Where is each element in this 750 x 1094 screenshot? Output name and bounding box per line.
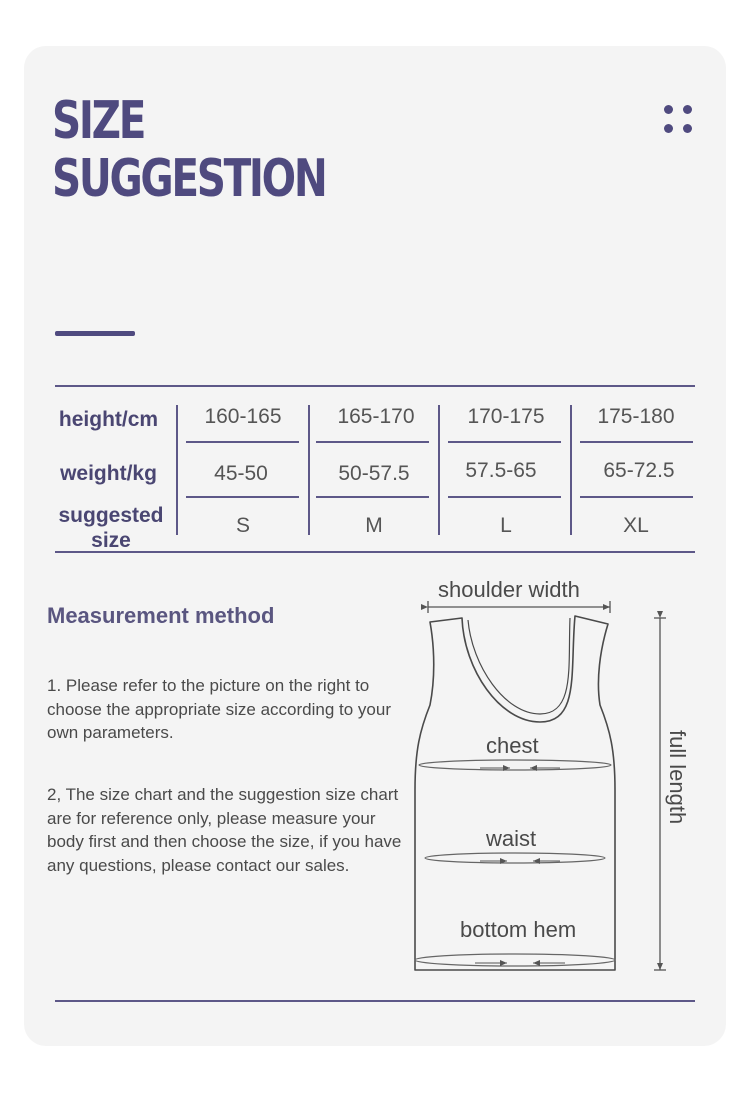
- column-divider: [308, 405, 310, 535]
- column-divider: [570, 405, 572, 535]
- height-label: height/cm: [58, 408, 159, 431]
- column-divider: [438, 405, 440, 535]
- weight-cell: 57.5-65: [465, 459, 537, 482]
- weight-cell: 50-57.5: [338, 462, 410, 485]
- waist-label: waist: [486, 826, 537, 851]
- dots-icon: [664, 105, 696, 137]
- row-divider: [186, 441, 299, 443]
- suggested-size-label-line1: suggested: [58, 504, 164, 527]
- page-title: [52, 92, 325, 208]
- size-cell: M: [365, 514, 383, 537]
- title-line-2: SUGGESTION: [52, 149, 326, 209]
- row-divider: [186, 496, 299, 498]
- size-cell: XL: [623, 514, 649, 537]
- height-cell: 160-165: [204, 405, 282, 428]
- chest-label: chest: [486, 733, 539, 758]
- row-divider: [316, 496, 429, 498]
- row-divider: [580, 441, 693, 443]
- row-divider: [448, 496, 561, 498]
- title-underline: [55, 331, 135, 336]
- height-cell: 165-170: [337, 405, 415, 428]
- shoulder-width-label: shoulder width: [438, 577, 580, 602]
- weight-cell: 65-72.5: [603, 459, 675, 482]
- height-cell: 170-175: [467, 405, 545, 428]
- suggested-size-label: [46, 503, 176, 553]
- column-divider: [176, 405, 178, 535]
- bottom-hem-label: bottom hem: [460, 917, 577, 942]
- bottom-divider: [55, 1000, 695, 1002]
- measurement-step-2: 2, The size chart and the suggestion size chart are for reference only, please measure your body first and then choose the size, if you have any questions, please contact our sales.: [47, 785, 402, 875]
- size-cell: L: [500, 514, 512, 537]
- row-divider: [448, 441, 561, 443]
- row-divider: [580, 496, 693, 498]
- row-divider: [316, 441, 429, 443]
- full-length-label: full length: [665, 730, 690, 825]
- measurement-title: Measurement method: [47, 603, 275, 628]
- table-top-border: [55, 385, 695, 387]
- weight-label: weight/kg: [60, 462, 157, 485]
- size-cell: S: [235, 514, 250, 537]
- height-cell: 175-180: [597, 405, 675, 428]
- title-line-1: SIZE: [52, 91, 145, 151]
- measurement-step-1: 1. Please refer to the picture on the right to choose the appropriate size according to your own parameters.: [47, 676, 391, 742]
- suggested-size-label-line2: size: [91, 529, 131, 552]
- weight-cell: 45-50: [214, 462, 268, 485]
